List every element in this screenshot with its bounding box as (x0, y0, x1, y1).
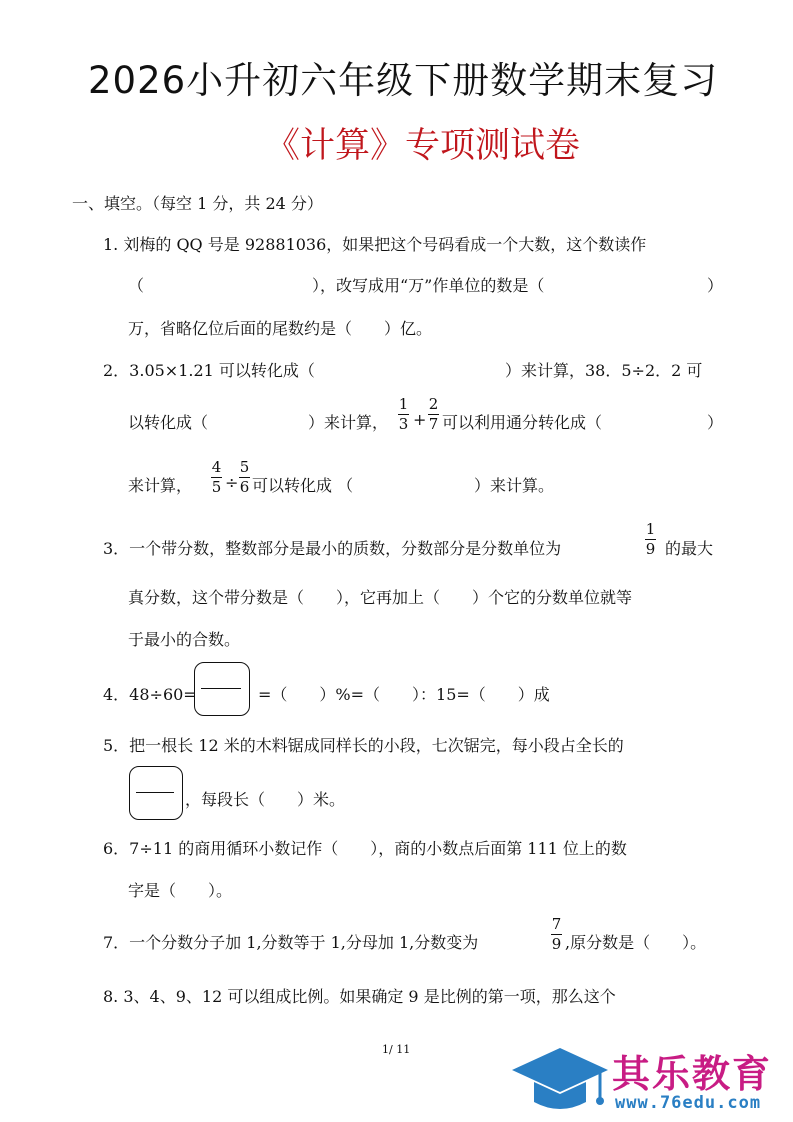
q2-line1b: ）来计算，38．5÷2．2 可 (505, 361, 703, 380)
page-number: 1/ 11 (382, 1043, 411, 1056)
graduation-cap-icon (508, 1042, 612, 1116)
page-subtitle: 《计算》专项测试卷 (265, 126, 581, 166)
q2-line2c: 可以利用通分转化成（ (442, 413, 603, 432)
q2-fraction-5-6: 5 6 (239, 458, 250, 496)
q2-line3c: ）来计算。 (474, 476, 555, 495)
q2-plus-sign: + (413, 410, 427, 429)
logo-url: www.76edu.com (615, 1093, 762, 1113)
q6-line1: 6．7÷11 的商用循环小数记作（ ），商的小数点后面第 111 位上的数 (103, 839, 627, 858)
q2-fraction-4-5: 4 5 (211, 458, 222, 496)
q5-fraction-blank (129, 766, 183, 820)
logo-brand-text: 其乐教育 (612, 1052, 773, 1096)
q1-line2: ），改写成用“万”作单位的数是（ (312, 276, 545, 295)
q4-fraction-bar (201, 688, 241, 689)
q7-part-b: ,原分数是（ ）。 (565, 933, 707, 952)
q1-line1: 1. 刘梅的 QQ 号是 92881036，如果把这个号码看成一个大数，这个数读作 (103, 235, 647, 254)
q3-line3: 于最小的合数。 (128, 630, 241, 649)
q5-line2: ，每段长（ ）米。 (185, 790, 346, 809)
q2-fraction-2-7: 2 7 (428, 395, 439, 433)
q7-part-a: 7．一个分数分子加 1,分数等于 1,分母加 1,分数变为 (103, 933, 479, 952)
q4-part-b: =（ ）%=（ ）：15=（ ）成 (258, 685, 550, 704)
q8-line1: 8. 3、4、9、12 可以组成比例。如果确定 9 是比例的第一项，那么这个 (103, 987, 616, 1006)
q5-line1: 5．把一根长 12 米的木料锯成同样长的小段，七次锯完，每小段占全长的 (103, 736, 624, 755)
section-heading: 一、填空。（每空 1 分，共 24 分） (72, 194, 323, 213)
q4-fraction-blank (194, 662, 250, 716)
q2-line2d: ） (707, 413, 724, 432)
q2-fraction-1-3: 1 3 (398, 395, 409, 433)
q3-line1a: 3．一个带分数，整数部分是最小的质数，分数部分是分数单位为 (103, 539, 562, 558)
page-title: 2026小升初六年级下册数学期末复习 (88, 59, 719, 102)
q1-paren-close: ） (707, 276, 724, 295)
q2-line2b: ）来计算， (308, 413, 389, 432)
q1-line3: 万，省略亿位后面的尾数约是（ ）亿。 (128, 319, 433, 338)
q7-fraction-7-9: 7 9 (551, 915, 562, 953)
q2-line2a: 以转化成（ (128, 413, 209, 432)
q2-line3a: 来计算， (128, 476, 193, 495)
q3-fraction-1-9: 1 9 (645, 520, 656, 558)
q3-line1b: 的最大 (665, 539, 714, 558)
q2-line1a: 2．3.05×1.21 可以转化成（ (103, 361, 315, 380)
q3-line2: 真分数，这个带分数是（ ），它再加上（ ）个它的分数单位就等 (128, 588, 633, 607)
q6-line2: 字是（ ）。 (128, 881, 233, 900)
q1-paren-open: （ (128, 276, 145, 295)
q2-divide-sign: ÷ (225, 473, 239, 492)
q4-part-a: 4．48÷60= (103, 685, 197, 704)
q2-line3b: 可以转化成 （ (252, 476, 354, 495)
q5-fraction-bar (136, 792, 174, 793)
